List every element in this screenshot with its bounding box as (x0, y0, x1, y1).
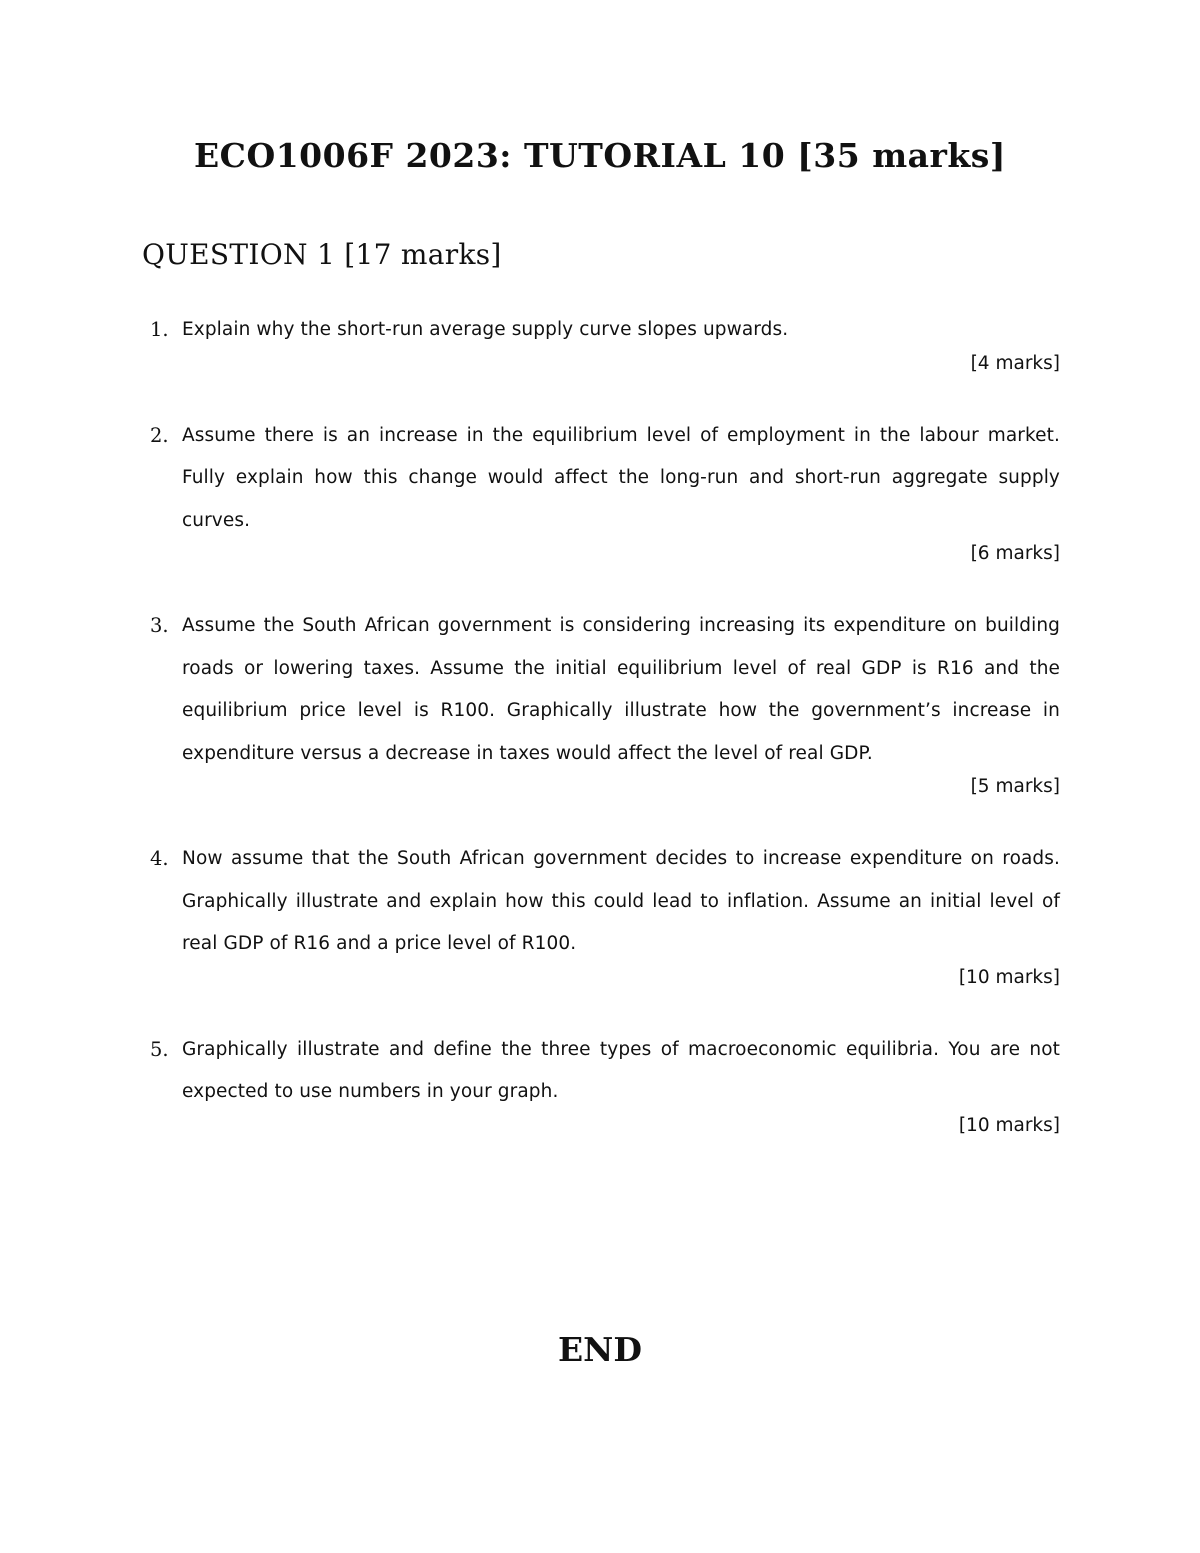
question-text: Assume the South African government is considering increasing its expenditure on building roads or lowering taxes. Assume the initial equilibrium level of real GDP is R16 and the equilibrium price level is R100. Graphically illustrate how the government’s increase in expenditure versus a decrease in taxes would affect the level of real GDP. (182, 615, 1060, 764)
question-number: 4. (150, 847, 169, 870)
question-marks: [5 marks] (970, 776, 1060, 797)
question-text: Graphically illustrate and define the three types of macroeconomic equilibria. You are not expected to use numbers in your graph. (182, 1038, 1060, 1102)
question-text: Explain why the short-run average supply curve slopes upwards. (182, 319, 789, 340)
question-item-5 (142, 1029, 1060, 1138)
end-label: END (558, 1330, 642, 1369)
question-list (142, 309, 1060, 1177)
question-marks: [4 marks] (970, 352, 1060, 374)
question-number: 3. (150, 614, 169, 637)
question-marks: [6 marks] (970, 543, 1060, 564)
question-item-2 (142, 415, 1060, 567)
question-item-4 (142, 838, 1060, 990)
question-marks: [10 marks] (958, 966, 1060, 988)
question-number: 1. (150, 318, 169, 341)
question-text: Now assume that the South African government decides to increase expenditure on roads. Graphically illustrate and explain how this could lead to inflation. Assume an initial level of real GDP of R16 and a price level of R100. (182, 848, 1060, 954)
question-number: 2. (150, 423, 169, 447)
question-marks: [10 marks] (958, 1114, 1060, 1136)
question-number: 5. (150, 1037, 169, 1061)
question-text: Assume there is an increase in the equilibrium level of employment in the labour market. Fully explain how this change would affect the long-run and short-run aggregate supply curves. (182, 424, 1060, 531)
question-item-3 (142, 605, 1060, 799)
question-item-1 (142, 309, 1060, 376)
page-title: ECO1006F 2023: TUTORIAL 10 [35 marks] (194, 136, 1006, 175)
section-heading: QUESTION 1 [17 marks] (142, 238, 502, 271)
